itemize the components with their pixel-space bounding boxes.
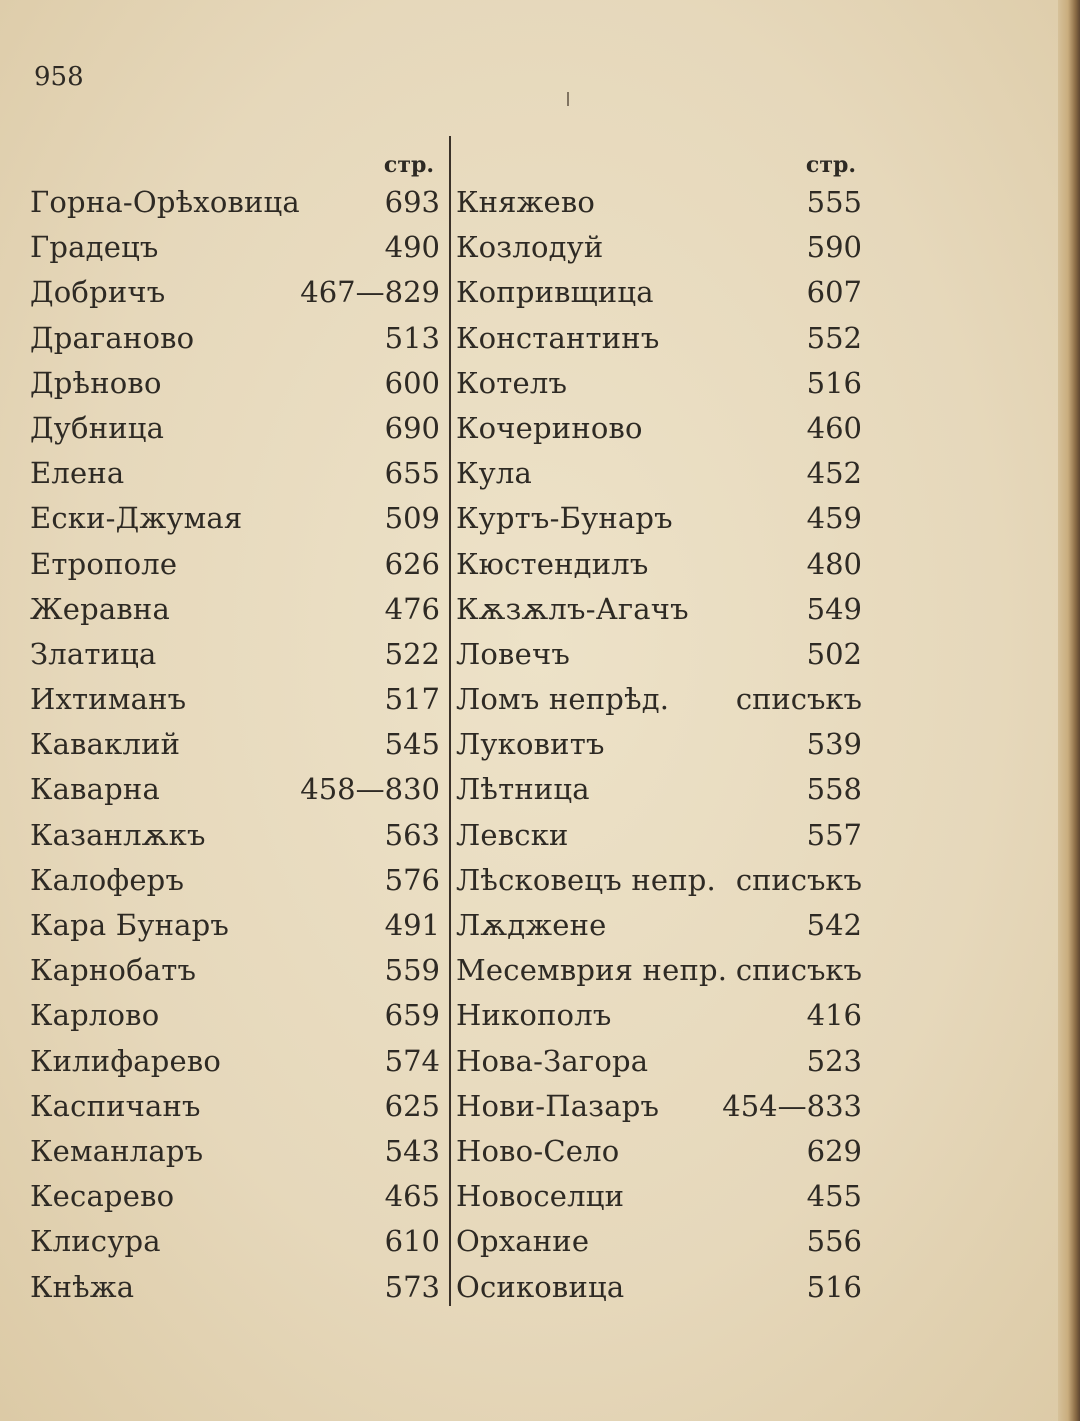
entry-page: 573 [384, 1269, 440, 1304]
page-number: 958 [34, 62, 84, 92]
index-entry [456, 225, 862, 270]
index-entry [456, 993, 862, 1038]
entry-name: Ново-Село [456, 1133, 620, 1168]
entry-name: Месемврия непр. [456, 953, 728, 988]
entry-page: 552 [806, 320, 862, 355]
entry-page: 539 [806, 727, 862, 762]
entry-name: Килифарево [30, 1043, 222, 1078]
index-entry [30, 316, 440, 361]
entry-name: Етрополе [30, 546, 178, 581]
entry-page: 490 [384, 230, 440, 265]
index-entry [30, 496, 440, 541]
left-column [30, 150, 440, 1310]
entry-page: 455 [806, 1179, 862, 1214]
index-entry [456, 270, 862, 315]
entry-name: Клисура [30, 1224, 161, 1259]
index-entry [30, 632, 440, 677]
entry-page: 693 [384, 185, 440, 219]
entry-name: Карлово [30, 998, 160, 1033]
index-entry [30, 225, 440, 270]
index-entry [30, 1084, 440, 1129]
index-entry [456, 496, 862, 541]
entry-page: 626 [384, 546, 440, 581]
entry-page: 509 [384, 501, 440, 536]
entry-name: Орхание [456, 1224, 590, 1259]
index-entry [456, 1265, 862, 1310]
index-entry [456, 948, 862, 993]
entry-page: 502 [806, 636, 862, 671]
index-entry [30, 948, 440, 993]
right-column [456, 150, 862, 1310]
entry-page: 467—829 [300, 275, 440, 310]
entry-name: Дрѣново [30, 365, 162, 400]
entry-page: 600 [384, 365, 440, 400]
index-entry [456, 542, 862, 587]
index-entry [456, 451, 862, 496]
entry-name: Калоферъ [30, 862, 185, 897]
index-entry [456, 1219, 862, 1264]
entry-name: Копривщица [456, 275, 654, 310]
entry-name: Каспичанъ [30, 1088, 201, 1123]
entry-name: Добричъ [30, 275, 166, 310]
entry-name: Каварна [30, 772, 160, 807]
index-entry [30, 858, 440, 903]
index-entry [30, 993, 440, 1038]
index-entry [30, 1265, 440, 1310]
entry-name: Златица [30, 636, 157, 671]
entry-page: 558 [806, 772, 862, 807]
entry-page: 563 [384, 817, 440, 852]
index-entry [30, 542, 440, 587]
entry-page: 625 [384, 1088, 440, 1123]
print-mark [567, 92, 569, 106]
left-column-header: стр. [383, 152, 434, 178]
index-entry [456, 406, 862, 451]
entry-name: Княжево [456, 185, 596, 219]
index-entry [30, 361, 440, 406]
entry-page: 690 [384, 410, 440, 445]
entry-page: 452 [806, 456, 862, 491]
page-edge [1058, 0, 1080, 1421]
entry-name: Нова-Загора [456, 1043, 649, 1078]
entry-page: 557 [806, 817, 862, 852]
entry-name: Левски [456, 817, 569, 852]
index-entry [30, 903, 440, 948]
entry-page: 491 [384, 908, 440, 942]
entry-name: Жеравна [30, 591, 170, 626]
index-entry [456, 858, 862, 903]
index-entry [30, 722, 440, 767]
index-entry [456, 361, 862, 406]
index-entry [30, 1174, 440, 1219]
entry-name: Горна-Орѣховица [30, 185, 300, 219]
index-entry [30, 270, 440, 315]
entry-page: 513 [384, 320, 440, 355]
entry-name: Козлодуй [456, 230, 604, 265]
entry-name: Ломъ непрѣд. [456, 682, 670, 717]
index-entry [30, 1129, 440, 1174]
entry-page: 543 [384, 1133, 440, 1168]
index-entry [456, 813, 862, 858]
index-entry [30, 406, 440, 451]
entry-page: 545 [384, 727, 440, 762]
entry-name: Кула [456, 456, 533, 491]
index-entry [456, 767, 862, 812]
entry-name: Кюстендилъ [456, 546, 649, 581]
index-entry [456, 677, 862, 722]
index-entry [456, 1084, 862, 1129]
index-entry [30, 767, 440, 812]
entry-page: 460 [806, 410, 862, 445]
index-entry [456, 316, 862, 361]
entry-page: 416 [806, 998, 862, 1033]
entry-name: Кочериново [456, 410, 643, 445]
entry-name: Градецъ [30, 230, 159, 265]
index-entry [30, 587, 440, 632]
entry-page: 655 [384, 456, 440, 491]
left-entry-list [30, 180, 440, 1310]
right-entry-list [456, 180, 862, 1310]
index-entry [30, 1039, 440, 1084]
entry-page: 556 [806, 1224, 862, 1259]
entry-name: Ихтиманъ [30, 682, 187, 717]
entry-name: Ловечъ [456, 636, 570, 671]
entry-page: 523 [806, 1043, 862, 1078]
entry-page: 522 [384, 636, 440, 671]
entry-name: Ески-Джумая [30, 501, 243, 536]
index-entry [456, 722, 862, 767]
entry-page: 454—833 [722, 1088, 862, 1123]
entry-page: списъкъ [735, 953, 862, 988]
entry-name: Драганово [30, 320, 195, 355]
index-entry [30, 1219, 440, 1264]
entry-page: списъкъ [735, 682, 862, 717]
entry-name: Котелъ [456, 365, 568, 400]
entry-page: 574 [384, 1043, 440, 1078]
entry-name: Константинъ [456, 320, 660, 355]
entry-name: Кнѣжа [30, 1269, 135, 1304]
entry-page: 559 [384, 953, 440, 988]
entry-name: Казанлѫкъ [30, 817, 206, 852]
index-entry [456, 903, 862, 948]
index-entry [30, 451, 440, 496]
entry-page: 576 [384, 862, 440, 897]
entry-page: 459 [806, 501, 862, 536]
entry-page: 476 [384, 591, 440, 626]
entry-name: Каваклий [30, 727, 181, 762]
entry-name: Никополъ [456, 998, 612, 1033]
index-entry [456, 1174, 862, 1219]
index-entry [456, 632, 862, 677]
entry-name: Лѣтница [456, 772, 590, 807]
entry-page: 516 [806, 365, 862, 400]
entry-page: списъкъ [735, 862, 862, 897]
index-entry [456, 587, 862, 632]
entry-page: 458—830 [300, 772, 440, 807]
entry-page: 555 [806, 185, 862, 219]
entry-page: 629 [806, 1133, 862, 1168]
index-entry [456, 180, 862, 225]
entry-name: Кеманларъ [30, 1133, 204, 1168]
entry-page: 590 [806, 230, 862, 265]
entry-name: Лѣсковецъ непр. [456, 862, 716, 897]
entry-page: 480 [806, 546, 862, 581]
entry-name: Кесарево [30, 1179, 175, 1214]
entry-name: Дубница [30, 410, 165, 445]
entry-name: Новоселци [456, 1179, 625, 1214]
index-entry [30, 180, 440, 225]
entry-name: Кара Бунаръ [30, 908, 230, 942]
index-entry [456, 1129, 862, 1174]
index-entry [456, 1039, 862, 1084]
entry-page: 465 [384, 1179, 440, 1214]
index-entry [30, 813, 440, 858]
entry-page: 516 [806, 1269, 862, 1304]
entry-page: 549 [806, 591, 862, 626]
index-entry [30, 677, 440, 722]
entry-page: 659 [384, 998, 440, 1033]
entry-page: 542 [806, 908, 862, 942]
column-divider [449, 136, 451, 1306]
entry-name: Нови-Пазаръ [456, 1088, 660, 1123]
entry-page: 610 [384, 1224, 440, 1259]
entry-name: Карнобатъ [30, 953, 197, 988]
entry-page: 607 [806, 275, 862, 310]
entry-name: Елена [30, 456, 125, 491]
entry-name: Осиковица [456, 1269, 625, 1304]
entry-page: 517 [384, 682, 440, 717]
entry-name: Лѫджене [456, 908, 607, 942]
entry-name: Кѫзѫлъ-Агачъ [456, 591, 689, 626]
entry-name: Куртъ-Бунаръ [456, 501, 673, 536]
entry-name: Луковитъ [456, 727, 605, 762]
right-column-header: стр. [805, 152, 856, 178]
